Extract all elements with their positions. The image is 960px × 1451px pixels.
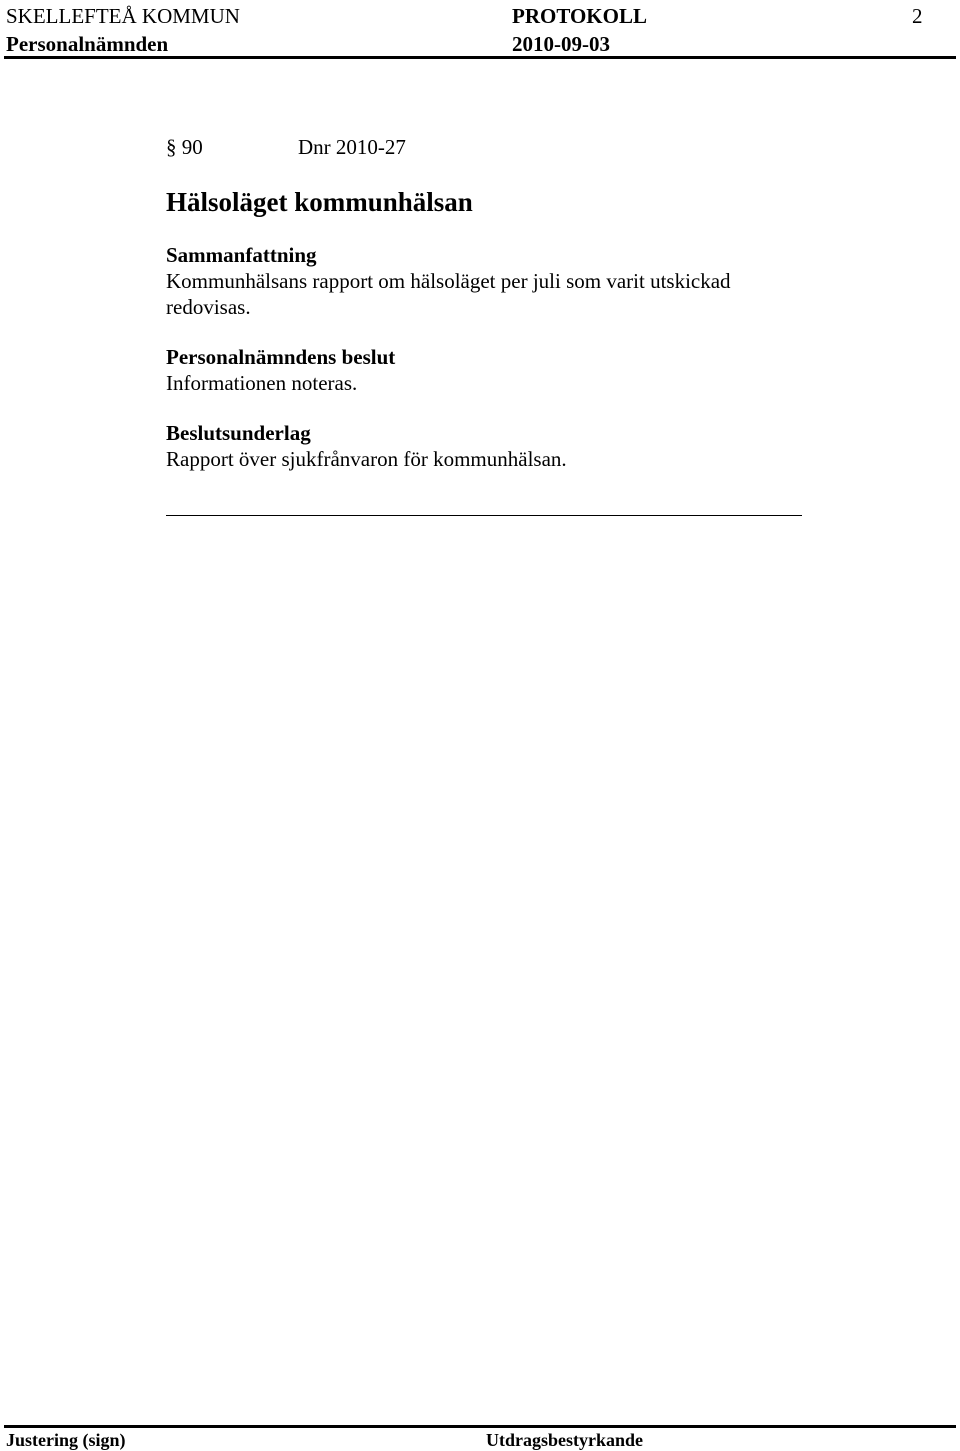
header-body: Personalnämnden — [6, 32, 169, 56]
page-title: Hälsoläget kommunhälsan — [166, 187, 473, 217]
footer-utdragsbestyrkande: Utdragsbestyrkande — [486, 1430, 644, 1450]
section-decision — [166, 344, 826, 396]
section-heading: Beslutsunderlag — [166, 421, 311, 445]
diary-number: Dnr 2010-27 — [298, 135, 406, 159]
page-number: 2 — [912, 4, 923, 28]
section-text: Rapport över sjukfrånvaron för kommunhälsan. — [166, 447, 567, 471]
section-basis — [166, 420, 826, 472]
section-summary — [166, 242, 806, 320]
section-heading: Sammanfattning — [166, 243, 317, 267]
section-heading: Personalnämndens beslut — [166, 345, 396, 369]
section-text: Informationen noteras. — [166, 371, 358, 395]
header-organization: SKELLEFTEÅ KOMMUN — [6, 4, 240, 28]
header-document-type: PROTOKOLL — [512, 4, 647, 28]
footer-justering: Justering (sign) — [6, 1430, 126, 1450]
paragraph-number: § 90 — [166, 135, 203, 159]
section-text: Kommunhälsans rapport om hälsoläget per juli som varit utskickad redovisas. — [166, 269, 731, 319]
footer-divider — [4, 1425, 956, 1428]
header-divider — [4, 56, 956, 59]
end-divider — [166, 515, 802, 516]
header-date: 2010-09-03 — [512, 32, 610, 56]
